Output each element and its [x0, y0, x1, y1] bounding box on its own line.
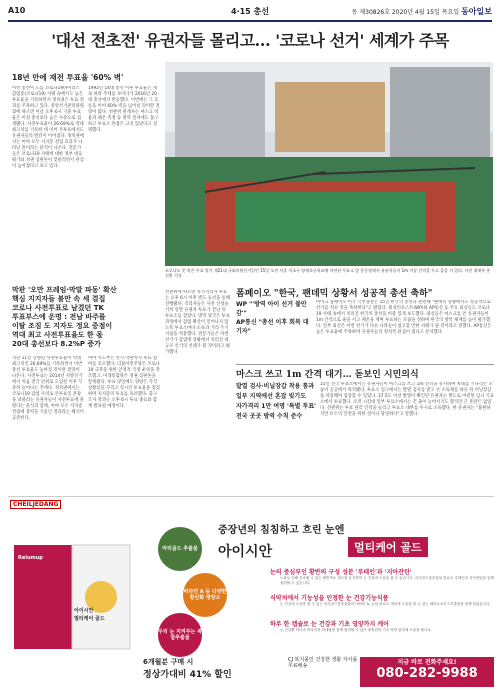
paper-name: 동아일보: [461, 7, 492, 16]
ad-point-2-body: 눈 건강에 도움을 줄 수 있는 마리골드꽃추출물과 비타민 A, 눈의 피로도 개선에 도움을 줄 수 있는 헤마토코쿠스추출물을 함께 담았습니다.: [280, 602, 491, 606]
story-b-sub1: 발열 검사·비닐장갑 착용 통과: [236, 383, 315, 390]
left-story-body-1: 이번 총선이 도를 코로나19바이러스 감염증(코로나19) 사태 속에서도 높은 투표율을 기록하면서 정치권은 투표 결과를 주목하고 있다. 중앙선거관리위원회에 따르면 이날 오후 6시 기준 투표율은 이전 총선보다 높은 수준으로 집계됐다. 사전투표율이 26.69%로 역대 최고치를 기록한 데 이어 본투표에서도 유권자들의 발길이 이어졌다. 정치권에서는 여야 모두 지지층 결집 효과가 나타난 것이라는 분석이 나온다. 전문가들은 코로나19 사태에 대한 정부 대응 평가와 정권 심판론이 맞물리면서 관심이 높아졌다고 보고 있다.: [12, 86, 84, 169]
ad-point-2: 식약처에서 기능성을 인정한 눈 건강기능식품: [270, 595, 389, 602]
lead-head-4: 투표부스에 운명 : 전남 바주를: [12, 313, 106, 321]
news-photo: [165, 62, 493, 266]
left-story-body-2: 1992년 14대 총선 이후 투표율은 계속 하락 추세를 보이다가 2016년 20대 총선에서 반등했다. 이번에는 그 흐름을 이어 60% 벽을 넘어설 것이란 전망이 많다. 선관위 관계자는 마스크 착용과 체온 측정 등 방역 절차에도 불구하고 투표소 혼잡은 크지 않았다고 설명했다.: [88, 86, 160, 133]
phone-number[interactable]: 080-282-9988: [376, 666, 478, 681]
ad-badge-2: 비타민 A 등 다양한 항산화 영양소: [183, 573, 227, 617]
ad-point-3: 하루 한 캡슐로 눈 건강과 기초 영양까지 케어: [270, 621, 389, 628]
lead-head-3: 코로나 사전투표로 남겼던 TK: [12, 304, 104, 312]
story-a-sub2: AP통신 "총선 이후 회복 대기자": [236, 319, 309, 335]
lead-body-2: 여야 지도부는 선거 막판까지 투표 참여를 호소했다. 더불어민주당은 코로나19 극복을 위한 안정적 국정 운영을 강조했고, 미래통합당은 정권 심판론을 앞세웠다. 투표 당일에도 양당은 각각 상황실을 꾸리고 실시간 투표율을 점검하며 지지층의 투표를 독려했다. 출구조사 결과는 오후 6시 투표 종료와 함께 발표될 예정이다.: [88, 356, 160, 409]
lead-head-6: 역대 최고 사전투표율도 한 몫: [12, 331, 103, 339]
ad-footer: [8, 657, 494, 687]
promo-box: [143, 657, 283, 687]
masthead: [8, 6, 492, 22]
story-b-sub3: 자가격리 1만 여명 '특별 투표': [236, 403, 316, 410]
product-box-brand: Reiumup: [18, 555, 43, 561]
product-box-variant: 멀티케어 골드: [74, 616, 105, 622]
advertisement: [8, 496, 494, 687]
lead-body-3: 선관위에 따르면 자가격리자 투표는 오후 6시 이후 별도 동선을 통해 진행됐다. 격리자들은 사전 신청을 거쳐 일반 유권자 투표가 끝난 뒤 투표소를 찾았다. 방역 당국은 투표 과정에서 감염 확산이 일어나지 않도록 투표소마다 소독과 거리 두기 지침을 적용했다. 전문가들은 이번 선거가 감염병 상황에서 치러진 대규모 선거의 선례가 될 것이라고 평가했다.: [165, 290, 230, 355]
ad-brand-logo: CHEILJEDANG: [10, 500, 61, 509]
lead-head-7: 20대 총선보다 8.2%P 증가: [12, 340, 101, 348]
page-number: A10: [8, 6, 26, 15]
ad-badge-3: 우리 눈 지켜주는 복합추출물: [158, 613, 202, 657]
product-box-name: 아이시안: [74, 608, 94, 614]
photo-caption: 코로나도 못 막은 투표 열기 제21대 국회의원선거일인 15일 오전 서울 서초구 양재초등학교에 마련된 투표소 앞 운동장에서 유권자들이 1m 이상 간격을 두고 줄을 서 있다. 사진 취재부 홍진환 기자: [165, 268, 491, 278]
ad-product-variant: 멀티케어 골드: [348, 537, 428, 557]
ad-product-name: 아이시안: [218, 544, 273, 560]
section-title: 4·15 총선: [231, 7, 269, 16]
story-b-sub4: 전국 곳곳 방역 수칙 준수: [236, 413, 303, 420]
ad-tagline: 중장년의 침침하고 흐린 눈엔: [218, 525, 345, 536]
ad-point-3-body: 눈 건강뿐 아니라 비타민과 미네랄을 함께 섭취할 수 있어 중장년의 기초 영양 관리에 도움을 줍니다.: [280, 628, 432, 632]
story-b-body: 15일 전국 투표소에서는 유권자들이 마스크를 쓰고 1m 간격을 유지하며 차례를 기다리는 모습이 곳곳에서 목격됐다. 투표소 입구에서는 발열 검사를 받고 손 소독제를 바른 뒤 비닐장갑을 착용해야 입장할 수 있었다. 37.5도 이상 발열이 확인된 유권자는 별도로 마련된 임시 기표소에서 투표했다. 오전 시간대 일부 투표소에서는 긴 줄이 늘어서기도 했지만 큰 혼란은 없었다. 선관위는 투표 관리 인력을 늘리고 투표소 내부를 수시로 소독했다. 한 유권자는 "불편하지만 모두의 안전을 위한 것이니 당연하다"고 말했다.: [320, 382, 494, 417]
lead-head-2: 핵심 지지자들 불만 속 세 결집: [12, 295, 106, 303]
lead-head-1: 막판 '오만 프레임·막말 파동' 확산: [12, 286, 117, 294]
lead-story-heads: [12, 286, 162, 349]
story-a-sub1: WP "'방역 아이 선거 불안감'": [236, 301, 307, 317]
ad-point-1: 눈의 중심부인 황반의 구성 성분 '루테인'과 '지아잔틴': [270, 569, 412, 576]
ad-point-1-body: 노화로 인해 감소될 수 있는 황반색소 밀도를 유지하여 눈 건강에 도움을 줄 수 있습니다. 마리골드꽃추출물 함유로 루테인과 지아잔틴을 함께 섭취할 수 있습니다.: [280, 576, 494, 585]
call-label: 지금 바로 전화주세요!: [397, 659, 457, 666]
shop-info: CJ 복지몰인 건강한 생활 자사몰 무료배송: [288, 657, 358, 669]
story-a-body: 마이크 폼페이오 미국 국무장관은 15일 한국의 총선과 관련해 "팬데믹 상황에서도 성공적으로 선거를 치른 것을 축하한다"고 밝혔다. 워싱턴포스트(WP)와 AP통신 등 주요 외신들도 코로나19 사태 속에서 치러진 한국의 총선을 비중 있게 보도했다. 외신들은 마스크를 쓴 유권자들이 1m 간격으로 줄을 서고 체온을 재며 투표하는 모습을 전하며 한국의 방역 체계를 높이 평가했다. 일부 외신은 이번 선거가 다른 나라들이 참고할 만한 사례가 될 것이라고 전했다. AP통신은 높은 투표율에 주목하며 유권자들의 정치적 관심이 컸다고 분석했다.: [316, 300, 492, 335]
promo-price: 정상가대비 41% 할인: [143, 670, 232, 680]
story-a-headline: 폼페이오 "한국, 팬데믹 상황서 성공적 총선 축하": [236, 289, 433, 299]
promo-text: 6개월분 구매 시: [143, 658, 194, 666]
issue-info: 동 제30826호 2020년 4월 15일 목요일 동아일보: [351, 7, 492, 16]
story-b-sub2: 일부 지역에선 혼잡 빚기도: [236, 393, 307, 400]
left-story-subhead: 18년 만에 재전 투표율 '60% 벽': [12, 73, 124, 82]
order-phone-box[interactable]: [360, 657, 494, 687]
ad-badge-1: 마리골드 추출물: [158, 527, 202, 571]
lead-body-1: 지난 11일 진행된 사전투표율이 역대 최고치인 26.69%를 기록하면서 이번 총선 투표율도 높아질 것이란 전망이 나온다. 사전투표는 2014년 지방선거에서 처음 전국 단위로 도입된 이후 꾸준히 늘어나는 추세다. 정치권에서는 코로나19 감염 우려로 본투표일 혼잡을 피하려는 유권자들이 사전투표에 몰렸다는 분석과 함께, 여야 모두 지지층 결집에 총력을 기울인 결과라는 해석이 공존한다.: [12, 356, 84, 421]
main-headline: '대선 전초전' 유권자들 몰리고… '코로나 선거' 세계가 주목: [51, 31, 449, 50]
lead-head-5: 이탈 조짐 도 지자도 정요 중점이: [12, 322, 113, 330]
story-b-headline: 마스크 쓰고 1m 간격 대기… 돋보인 시민의식: [236, 364, 494, 380]
